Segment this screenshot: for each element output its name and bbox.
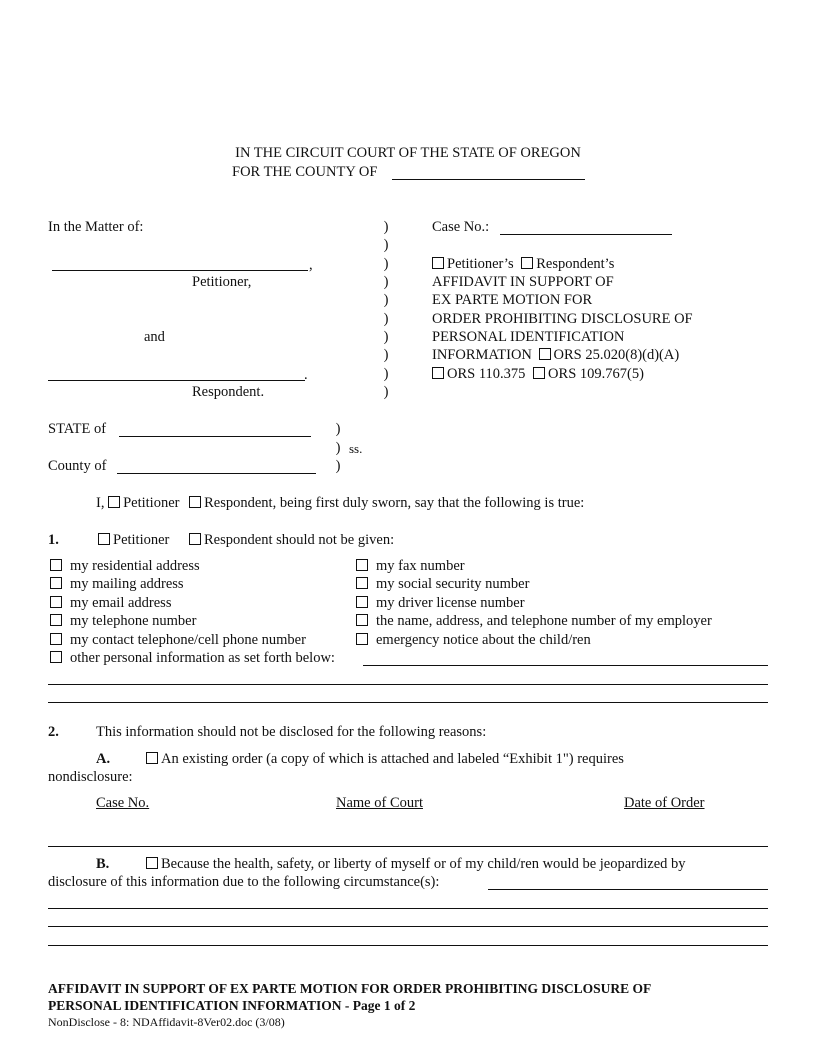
info-checkbox[interactable] xyxy=(50,633,62,645)
caption-paren: ) xyxy=(383,366,389,382)
petitioner-name-field[interactable] xyxy=(52,270,308,271)
info-checkbox[interactable] xyxy=(356,596,368,608)
petitioner-checkbox[interactable] xyxy=(432,257,444,269)
county-name-field[interactable] xyxy=(392,179,585,180)
venue-paren: ) xyxy=(335,458,341,474)
info-checkbox[interactable] xyxy=(50,559,62,571)
circumstances-field[interactable] xyxy=(488,889,768,890)
list-item: emergency notice about the child/ren xyxy=(356,632,591,649)
ors-25-checkbox[interactable] xyxy=(539,348,551,360)
reason-b-text: Because the health, safety, or liberty of myself or of my child/ren would be jeopardized by xyxy=(146,856,686,873)
caption-paren: ) xyxy=(383,256,389,272)
comma: , xyxy=(309,257,313,273)
sec1-petitioner-checkbox[interactable] xyxy=(98,533,110,545)
oath-petitioner-checkbox[interactable] xyxy=(108,496,120,508)
and-label: and xyxy=(144,329,165,345)
doc-title-line: INFORMATION ORS 25.020(8)(d)(A) xyxy=(432,347,680,363)
county-field[interactable] xyxy=(117,473,316,474)
col-court-name: Name of Court xyxy=(336,795,423,811)
list-item: my driver license number xyxy=(356,595,525,612)
caption-paren: ) xyxy=(383,219,389,235)
in-matter-of-label: In the Matter of: xyxy=(48,219,144,235)
footer-title-cont: PERSONAL IDENTIFICATION INFORMATION - Page 1 of 2 xyxy=(48,998,416,1013)
reason-a-label: A. xyxy=(96,751,111,767)
order-details-field[interactable] xyxy=(48,846,768,847)
section-2-number: 2. xyxy=(48,724,59,740)
oath-respondent-checkbox[interactable] xyxy=(189,496,201,508)
doc-title-line: ORDER PROHIBITING DISCLOSURE OF xyxy=(432,311,693,327)
other-info-field[interactable] xyxy=(48,684,768,685)
period: . xyxy=(304,367,308,383)
venue-paren: ) xyxy=(335,421,341,437)
doc-title-line: PERSONAL IDENTIFICATION xyxy=(432,329,625,345)
county-title: FOR THE COUNTY OF xyxy=(232,164,378,180)
ss-label: ss. xyxy=(349,441,363,456)
other-info-field[interactable] xyxy=(48,702,768,703)
court-title: IN THE CIRCUIT COURT OF THE STATE OF OREGON xyxy=(235,145,581,161)
info-checkbox[interactable] xyxy=(50,614,62,626)
doc-title-line: AFFIDAVIT IN SUPPORT OF xyxy=(432,274,614,290)
info-checkbox[interactable] xyxy=(50,596,62,608)
col-case-no: Case No. xyxy=(96,795,150,811)
circumstances-field[interactable] xyxy=(48,926,768,927)
info-checkbox[interactable] xyxy=(50,577,62,589)
reason-a-text-cont: nondisclosure: xyxy=(48,769,133,785)
info-checkbox[interactable] xyxy=(356,633,368,645)
list-item: my email address xyxy=(50,595,171,612)
reason-b-checkbox[interactable] xyxy=(146,857,158,869)
case-no-field[interactable] xyxy=(500,234,672,235)
info-checkbox[interactable] xyxy=(356,559,368,571)
info-checkbox[interactable] xyxy=(356,577,368,589)
list-item-other: other personal information as set forth below: xyxy=(50,650,335,667)
ors-110-checkbox[interactable] xyxy=(432,367,444,379)
caption-paren: ) xyxy=(383,237,389,253)
section-1-number: 1. xyxy=(48,532,59,548)
reason-a-checkbox[interactable] xyxy=(146,752,158,764)
section-2-intro: This information should not be disclosed for the following reasons: xyxy=(96,724,487,740)
list-item: my contact telephone/cell phone number xyxy=(50,632,306,649)
circumstances-field[interactable] xyxy=(48,908,768,909)
title-party-select: Petitioner’s Respondent’s xyxy=(432,256,614,273)
list-item: my mailing address xyxy=(50,576,184,593)
caption-paren: ) xyxy=(383,329,389,345)
list-item: my social security number xyxy=(356,576,529,593)
petitioner-label: Petitioner, xyxy=(192,274,252,290)
section-1-heading: Petitioner Respondent should not be given: xyxy=(98,532,394,549)
caption-paren: ) xyxy=(383,274,389,290)
respondent-name-field[interactable] xyxy=(48,380,305,381)
footer-doc-id: NonDisclose - 8: NDAffidavit-8Ver02.doc (3/08) xyxy=(48,1015,285,1029)
footer-title: AFFIDAVIT IN SUPPORT OF EX PARTE MOTION FOR ORDER PROHIBITING DISCLOSURE OF xyxy=(48,981,652,996)
reason-b-label: B. xyxy=(96,856,110,872)
list-item: the name, address, and telephone number of my employer xyxy=(356,613,712,630)
caption-paren: ) xyxy=(383,292,389,308)
case-no-label: Case No.: xyxy=(432,219,490,235)
sec1-respondent-checkbox[interactable] xyxy=(189,533,201,545)
reason-b-text-cont: disclosure of this information due to the following circumstance(s): xyxy=(48,874,440,890)
oath-statement: I, Petitioner Respondent, being first duly sworn, say that the following is true: xyxy=(96,495,585,511)
state-label: STATE of xyxy=(48,421,107,437)
list-item: my fax number xyxy=(356,558,465,575)
venue-paren: ) xyxy=(335,440,341,456)
respondent-label: Respondent. xyxy=(192,384,265,400)
col-order-date: Date of Order xyxy=(624,795,705,811)
respondent-checkbox[interactable] xyxy=(521,257,533,269)
info-checkbox[interactable] xyxy=(356,614,368,626)
other-info-checkbox[interactable] xyxy=(50,651,62,663)
ors-109-checkbox[interactable] xyxy=(533,367,545,379)
circumstances-field[interactable] xyxy=(48,945,768,946)
caption-paren: ) xyxy=(383,347,389,363)
caption-paren: ) xyxy=(383,311,389,327)
list-item: my telephone number xyxy=(50,613,196,630)
caption-paren: ) xyxy=(383,384,389,400)
county-label: County of xyxy=(48,458,107,474)
ors-options: ORS 110.375 ORS 109.767(5) xyxy=(432,366,644,383)
doc-title-line: EX PARTE MOTION FOR xyxy=(432,292,593,308)
list-item: my residential address xyxy=(50,558,200,575)
state-field[interactable] xyxy=(119,436,311,437)
other-info-field[interactable] xyxy=(363,665,768,666)
reason-a-text: An existing order (a copy of which is attached and labeled “Exhibit 1") requires xyxy=(146,751,624,768)
